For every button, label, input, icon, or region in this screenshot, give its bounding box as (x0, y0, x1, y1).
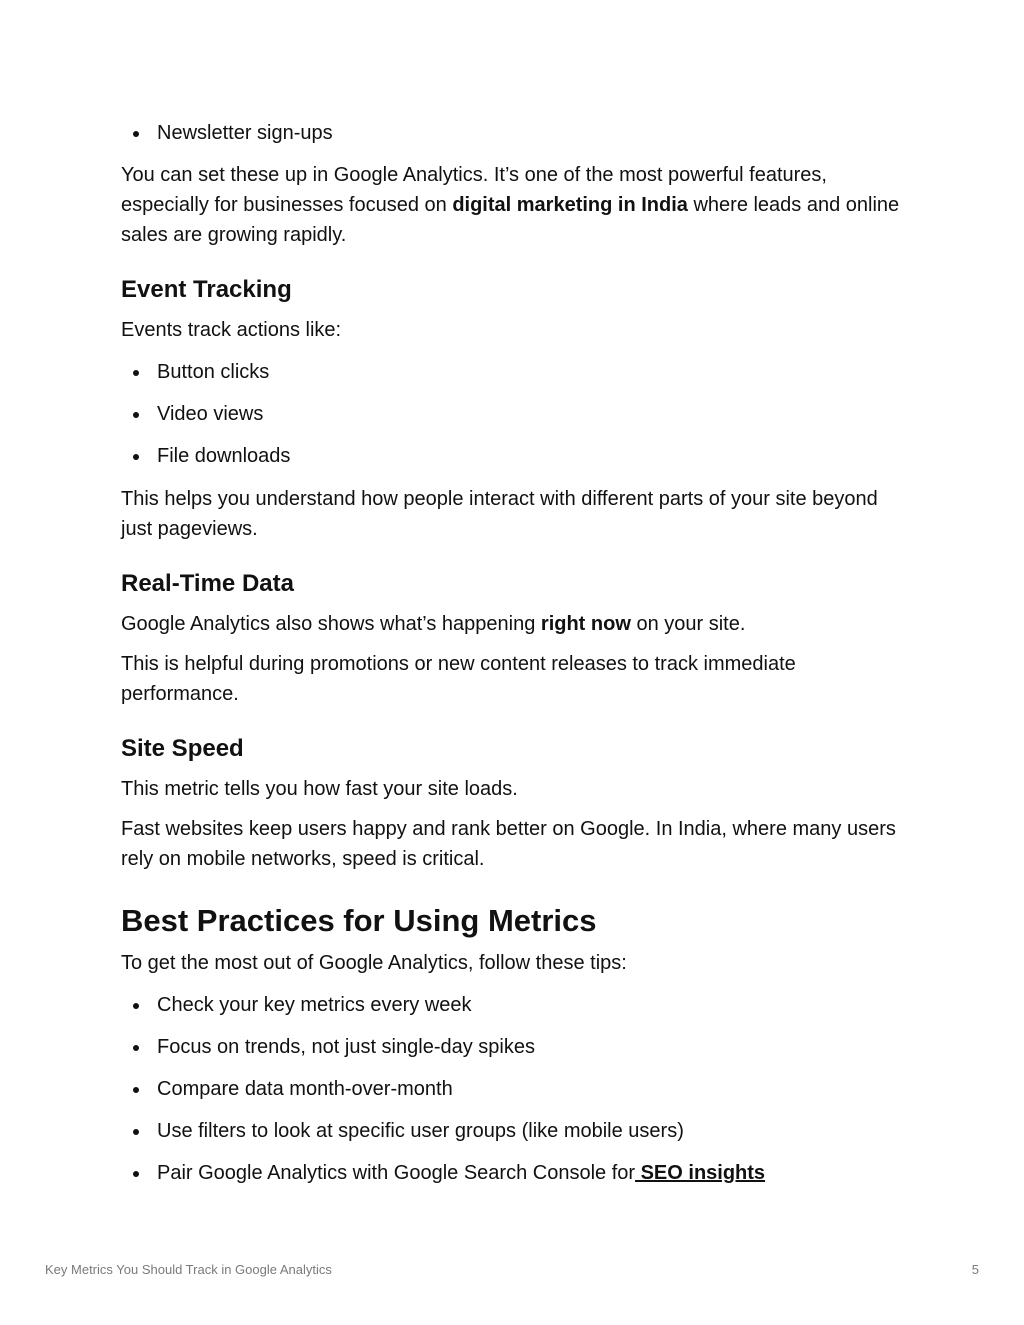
list-item: Check your key metrics every week (121, 990, 911, 1020)
list-item: Newsletter sign-ups (121, 118, 911, 148)
bold-text: digital marketing in India (452, 194, 688, 216)
event-tracking-lead: Events track actions like: (121, 319, 342, 341)
footer-title: Key Metrics You Should Track in Google Analytics (45, 1262, 332, 1277)
real-time-paragraph-2: This is helpful during promotions or new content releases to track immediate performance. (121, 653, 796, 705)
page-number: 5 (971, 1262, 979, 1277)
site-speed-paragraph-1: This metric tells you how fast your site loads. (121, 778, 518, 800)
best-practices-lead: To get the most out of Google Analytics, follow these tips: (121, 952, 627, 974)
list-item: Use filters to look at specific user groups (like mobile users) (121, 1116, 911, 1146)
list-item: Compare data month-over-month (121, 1074, 911, 1104)
list-item: File downloads (121, 441, 911, 471)
heading-real-time-data: Real-Time Data (121, 570, 294, 597)
heading-best-practices: Best Practices for Using Metrics (121, 903, 597, 938)
bullet-list-top (121, 118, 911, 148)
seo-insights-link[interactable]: SEO insights (635, 1162, 766, 1184)
document-body (121, 118, 911, 1188)
site-speed-paragraph-2: Fast websites keep users happy and rank better on Google. In India, where many users rely on mobile networks, speed is critical. (121, 818, 896, 870)
page-footer (45, 1262, 979, 1277)
event-tracking-list (121, 357, 911, 471)
list-item: Pair Google Analytics with Google Search Console for SEO insights (121, 1158, 911, 1188)
heading-event-tracking: Event Tracking (121, 276, 292, 303)
real-time-paragraph-1: Google Analytics also shows what’s happening right now on your site. (121, 613, 746, 635)
event-tracking-paragraph: This helps you understand how people interact with different parts of your site beyond just pageviews. (121, 488, 878, 540)
list-item: Button clicks (121, 357, 911, 387)
best-practices-list (121, 990, 911, 1188)
list-item: Video views (121, 399, 911, 429)
bold-text: right now (540, 613, 631, 635)
heading-site-speed: Site Speed (121, 735, 244, 762)
intro-paragraph: You can set these up in Google Analytics. It’s one of the most powerful features, especially for businesses focused on digital marketing in India where leads and online sales are growing rapidly. (121, 164, 900, 246)
list-item: Focus on trends, not just single-day spikes (121, 1032, 911, 1062)
